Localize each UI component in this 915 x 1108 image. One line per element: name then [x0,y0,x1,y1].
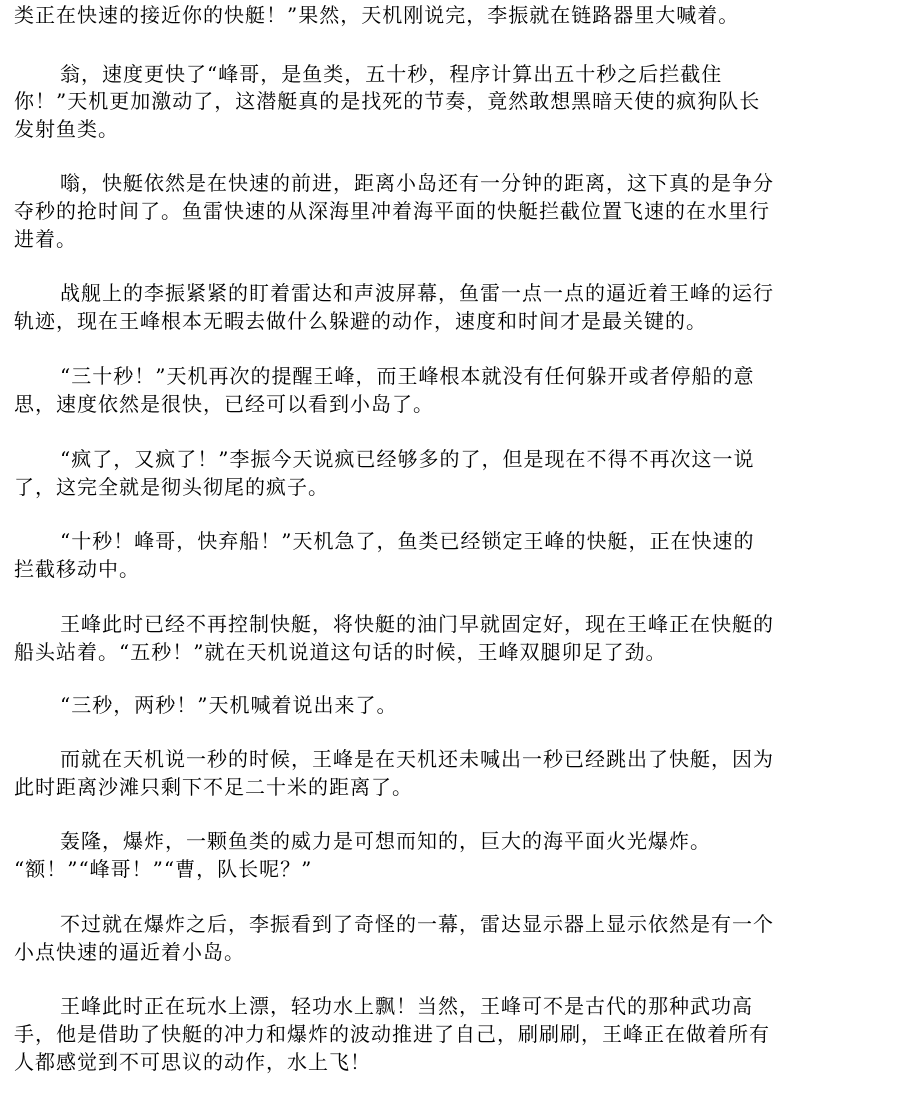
text-line: 战舰上的李振紧紧的盯着雷达和声波屏幕，鱼雷一点一点的逼近着王峰的运行 [60,281,774,305]
text-line: 不过就在爆炸之后，李振看到了奇怪的一幕，雷达显示器上显示依然是有一个 [60,912,774,936]
text-line: 发射鱼类。 [14,117,119,141]
text-line: “十秒！峰哥，快弃船！”天机急了，鱼类已经锁定王峰的快艇，正在快速的 [60,529,755,553]
text-line: 手，他是借助了快艇的冲力和爆炸的波动推进了自己，刷刷刷，王峰正在做着所有 [14,1022,770,1046]
text-line: “三秒，两秒！”天机喊着说出来了。 [60,693,398,717]
text-line: “疯了，又疯了！”李振今天说疯已经够多的了，但是现在不得不再次这一说 [60,447,755,471]
text-line: 王峰此时正在玩水上漂，轻功水上飘！当然，王峰可不是古代的那种武功高 [60,994,753,1018]
text-line: 轰隆，爆炸，一颗鱼类的威力是可想而知的，巨大的海平面火光爆炸。 [60,829,711,853]
text-line: “额！”“峰哥！”“曹，队长呢？” [14,857,313,881]
text-line: 思，速度依然是很快，已经可以看到小岛了。 [14,392,434,416]
text-line: 此时距离沙滩只剩下不足二十米的距离了。 [14,775,413,799]
text-line: 轨迹，现在王峰根本无暇去做什么躲避的动作，速度和时间才是最关键的。 [14,309,707,333]
text-line: 了，这完全就是彻头彻尾的疯子。 [14,475,329,499]
text-line: 类正在快速的接近你的快艇！”果然，天机刚说完，李振就在链路器里大喊着。 [14,3,740,27]
text-line: 小点快速的逼近着小岛。 [14,940,245,964]
text-line: 进着。 [14,227,77,251]
text-line: 人都感觉到不可思议的动作，水上飞！ [14,1050,371,1074]
text-line: “三十秒！”天机再次的提醒王峰，而王峰根本就没有任何躲开或者停船的意 [60,364,755,388]
text-line: 嗡，快艇依然是在快速的前进，距离小岛还有一分钟的距离，这下真的是争分 [60,171,774,195]
text-line: 翁，速度更快了“峰哥，是鱼类，五十秒，程序计算出五十秒之后拦截住 [60,62,723,86]
text-line: 拦截移动中。 [14,557,140,581]
text-line: 夺秒的抢时间了。鱼雷快速的从深海里冲着海平面的快艇拦截位置飞速的在水里行 [14,199,770,223]
text-line: 而就在天机说一秒的时候，王峰是在天机还未喊出一秒已经跳出了快艇，因为 [60,747,774,771]
text-line: 船头站着。“五秒！”就在天机说道这句话的时候，王峰双腿卯足了劲。 [14,640,667,664]
text-line: 你！”天机更加激动了，这潜艇真的是找死的节奏，竟然敢想黑暗天使的疯狗队长 [14,89,761,113]
text-line: 王峰此时已经不再控制快艇，将快艇的油门早就固定好，现在王峰正在快艇的 [60,612,774,636]
